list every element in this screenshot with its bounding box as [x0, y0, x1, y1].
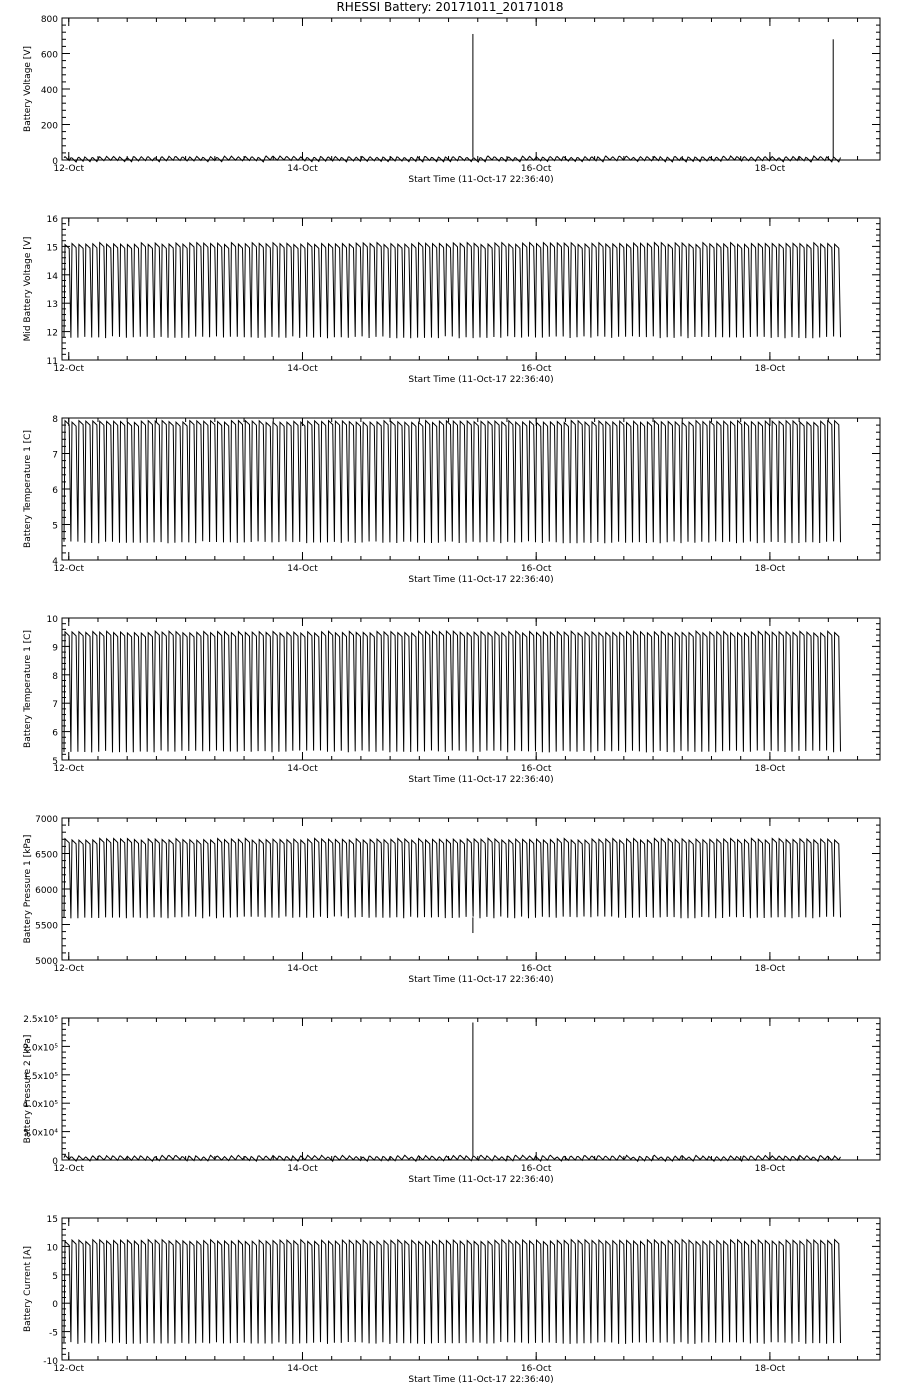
- plot-frame: [62, 218, 880, 360]
- panel-4: [23, 615, 880, 785]
- y-tick-label: 200: [40, 121, 58, 132]
- y-tick-label: 5: [52, 1271, 58, 1282]
- y-tick-label: 7: [52, 450, 58, 461]
- y-tick-label: 800: [40, 15, 58, 25]
- y-tick-label: 2.0x10⁵: [23, 1043, 58, 1054]
- x-tick-label: 16-Oct: [520, 964, 552, 974]
- y-tick-label: 1.5x10⁵: [23, 1071, 58, 1082]
- x-tick-label: 14-Oct: [287, 764, 318, 774]
- y-axis-title: Battery Current [A]: [23, 1245, 33, 1333]
- y-axis-title: Battery Pressure 2 [kPa]: [23, 1034, 33, 1144]
- y-tick-label: 5500: [35, 921, 58, 932]
- y-tick-label: 9: [52, 643, 58, 654]
- y-tick-label: 5.0x10⁴: [23, 1128, 58, 1139]
- x-tick-label: 12-Oct: [53, 964, 85, 974]
- panel-1: [23, 15, 880, 185]
- x-tick-label: 12-Oct: [53, 164, 85, 174]
- x-axis-title: Start Time (11-Oct-17 22:36:40): [408, 375, 554, 385]
- x-tick-label: 18-Oct: [754, 564, 786, 574]
- y-tick-label: 12: [46, 328, 58, 339]
- series-line: [64, 838, 841, 918]
- y-tick-label: 600: [40, 50, 58, 61]
- y-tick-label: 5: [52, 757, 58, 767]
- x-tick-label: 12-Oct: [53, 564, 85, 574]
- y-axis-title: Battery Pressure 1 [kPa]: [23, 834, 33, 944]
- x-tick-label: 18-Oct: [754, 1364, 786, 1374]
- x-axis-title: Start Time (11-Oct-17 22:36:40): [408, 175, 554, 185]
- x-tick-label: 12-Oct: [53, 1164, 85, 1174]
- y-tick-label: -5: [49, 1328, 58, 1339]
- y-tick-label: 6: [52, 486, 58, 496]
- x-tick-label: 14-Oct: [287, 364, 318, 374]
- series-line: [64, 421, 841, 544]
- y-tick-label: 0: [52, 1157, 58, 1167]
- y-tick-label: 0: [52, 157, 58, 167]
- y-tick-label: 6: [52, 728, 58, 739]
- x-axis-title: Start Time (11-Oct-17 22:36:40): [408, 975, 554, 985]
- y-tick-label: 5: [52, 521, 58, 532]
- y-tick-label: 7000: [35, 815, 58, 825]
- x-tick-label: 16-Oct: [520, 564, 552, 574]
- y-tick-label: 8: [52, 415, 58, 425]
- y-axis-title: Battery Voltage [V]: [23, 46, 33, 132]
- x-tick-label: 18-Oct: [754, 1164, 786, 1174]
- y-axis-title: Battery Temperature 1 [C]: [23, 630, 33, 748]
- y-tick-label: 10: [46, 1243, 58, 1254]
- y-tick-label: -10: [43, 1357, 58, 1367]
- series-line: [64, 1240, 841, 1344]
- x-tick-label: 16-Oct: [520, 164, 552, 174]
- x-tick-label: 18-Oct: [754, 164, 786, 174]
- x-axis-title: Start Time (11-Oct-17 22:36:40): [408, 775, 554, 785]
- series-line: [64, 631, 841, 752]
- y-tick-label: 5000: [35, 957, 58, 967]
- panel-3: [23, 415, 880, 585]
- y-tick-label: 15: [46, 243, 58, 254]
- plot-frame: [62, 18, 880, 160]
- y-tick-label: 400: [40, 86, 58, 96]
- x-tick-label: 14-Oct: [287, 164, 318, 174]
- y-tick-label: 16: [46, 215, 58, 225]
- x-tick-label: 14-Oct: [287, 564, 318, 574]
- y-tick-label: 11: [46, 357, 58, 367]
- y-tick-label: 6500: [35, 850, 58, 861]
- y-tick-label: 15: [46, 1215, 58, 1225]
- y-tick-label: 6000: [35, 886, 58, 896]
- x-axis-title: Start Time (11-Oct-17 22:36:40): [408, 1375, 554, 1385]
- x-tick-label: 12-Oct: [53, 1364, 85, 1374]
- y-tick-label: 13: [46, 300, 58, 311]
- panel-7: [23, 1215, 880, 1385]
- x-axis-title: Start Time (11-Oct-17 22:36:40): [408, 1175, 554, 1185]
- x-tick-label: 12-Oct: [53, 364, 85, 374]
- x-tick-label: 12-Oct: [53, 764, 85, 774]
- x-tick-label: 16-Oct: [520, 1364, 552, 1374]
- x-tick-label: 16-Oct: [520, 764, 552, 774]
- x-tick-label: 14-Oct: [287, 1364, 318, 1374]
- y-tick-label: 8: [52, 671, 58, 682]
- y-axis-title: Mid Battery Voltage [V]: [23, 236, 33, 342]
- x-tick-label: 16-Oct: [520, 364, 552, 374]
- y-tick-label: 0: [52, 1300, 58, 1311]
- x-axis-title: Start Time (11-Oct-17 22:36:40): [408, 575, 554, 585]
- plot-frame: [62, 1018, 880, 1160]
- series-line: [64, 156, 841, 162]
- x-tick-label: 18-Oct: [754, 764, 786, 774]
- x-tick-label: 16-Oct: [520, 1164, 552, 1174]
- y-tick-label: 4: [52, 557, 58, 567]
- x-tick-label: 18-Oct: [754, 964, 786, 974]
- series-line: [64, 243, 841, 339]
- panel-5: [23, 815, 880, 985]
- y-axis-title: Battery Temperature 1 [C]: [23, 430, 33, 548]
- y-tick-label: 2.5x10⁵: [23, 1015, 58, 1025]
- page-title: RHESSI Battery: 20171011_20171018: [336, 0, 564, 14]
- panel-2: [23, 215, 880, 385]
- x-tick-label: 14-Oct: [287, 964, 318, 974]
- panel-6: [23, 1015, 880, 1185]
- y-tick-label: 7: [52, 700, 58, 711]
- y-tick-label: 1.0x10⁵: [23, 1100, 58, 1111]
- y-tick-label: 14: [46, 271, 58, 282]
- x-tick-label: 18-Oct: [754, 364, 786, 374]
- x-tick-label: 14-Oct: [287, 1164, 318, 1174]
- y-tick-label: 10: [46, 615, 58, 625]
